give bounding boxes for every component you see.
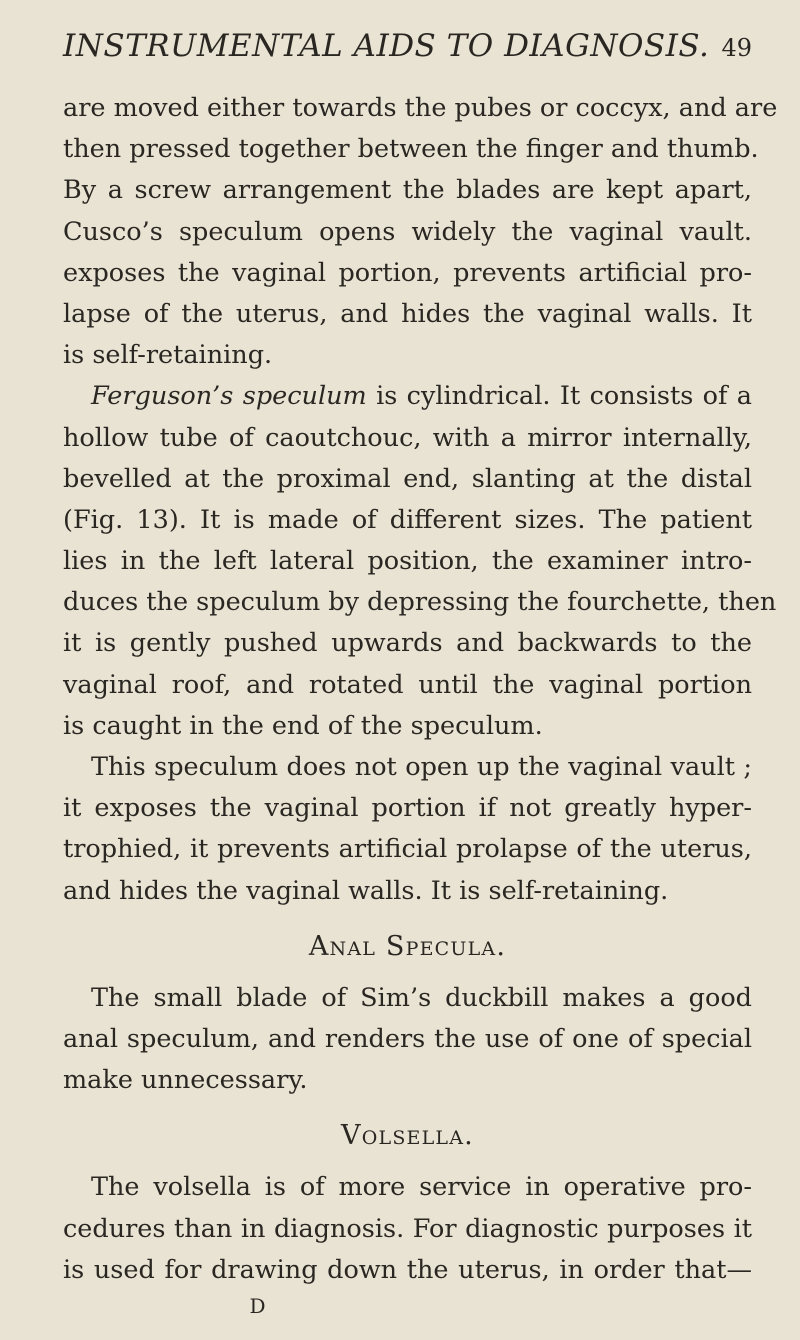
- text-line: trophied, it prevents artificial prolapse of the uterus,: [63, 834, 752, 865]
- paragraph-anal-specula: [63, 978, 752, 1102]
- section-heading-volsella: Volsella.: [341, 1120, 474, 1152]
- running-title: INSTRUMENTAL AIDS TO DIAGNOSIS.: [63, 28, 710, 64]
- text-line: is used for drawing down the uterus, in order that—: [63, 1254, 752, 1285]
- text-line: duces the speculum by depressing the fourchette, then: [63, 587, 777, 618]
- text-line: The small blade of Sim’s duckbill makes a good: [91, 982, 752, 1013]
- text-line: it is gently pushed upwards and backwards to the: [63, 628, 752, 659]
- text-line: bevelled at the proximal end, slanting at the distal: [63, 463, 752, 494]
- text-line: exposes the vaginal portion, prevents artificial pro-: [63, 257, 752, 288]
- text-line: then pressed together between the finger and thumb.: [63, 134, 759, 165]
- text-line: (Fig. 13). It is made of different sizes. The patient: [63, 504, 752, 535]
- italic-term: Ferguson’s speculum: [91, 381, 367, 412]
- text-line: Cusco’s speculum opens widely the vaginal vault.: [63, 216, 752, 247]
- text-line: cedures than in diagnosis. For diagnostic purposes it: [63, 1213, 752, 1244]
- text-line: anal speculum, and renders the use of one of special: [63, 1023, 752, 1054]
- text-line: lapse of the uterus, and hides the vaginal walls. It: [63, 298, 752, 329]
- text-line: make unnecessary.: [63, 1065, 308, 1096]
- text-line: By a screw arrangement the blades are kept apart,: [63, 175, 752, 206]
- page-number: 49: [721, 34, 752, 62]
- text-line: lies in the left lateral position, the examiner intro-: [63, 546, 752, 577]
- text-line: is caught in the end of the speculum.: [63, 710, 543, 741]
- text-line: This speculum does not open up the vaginal vault ;: [91, 752, 752, 782]
- text-run: is cylindrical. It consists of a: [366, 381, 753, 412]
- text-line: are moved either towards the pubes or coccyx, and are: [63, 93, 778, 123]
- paragraph-ferguson-properties: [63, 747, 752, 912]
- section-heading-anal-specula: Anal Specula.: [308, 930, 507, 962]
- text-line: it exposes the vaginal portion if not greatly hyper-: [63, 793, 752, 824]
- text-line: hollow tube of caoutchouc, with a mirror internally,: [63, 422, 752, 453]
- body-text: [63, 88, 778, 1321]
- text-line: The volsella is of more service in operative pro-: [91, 1172, 752, 1203]
- paragraph-ferguson: [63, 376, 777, 747]
- running-head: [63, 18, 752, 80]
- text-line: is self-retaining.: [63, 340, 273, 371]
- text-line: vaginal roof, and rotated until the vaginal portion: [63, 669, 752, 700]
- text-line: [63, 376, 752, 417]
- text-line: and hides the vaginal walls. It is self-retaining.: [63, 875, 669, 906]
- paragraph-cusco: [63, 88, 778, 376]
- signature-mark: D: [249, 1293, 266, 1318]
- paragraph-volsella: [63, 1167, 752, 1291]
